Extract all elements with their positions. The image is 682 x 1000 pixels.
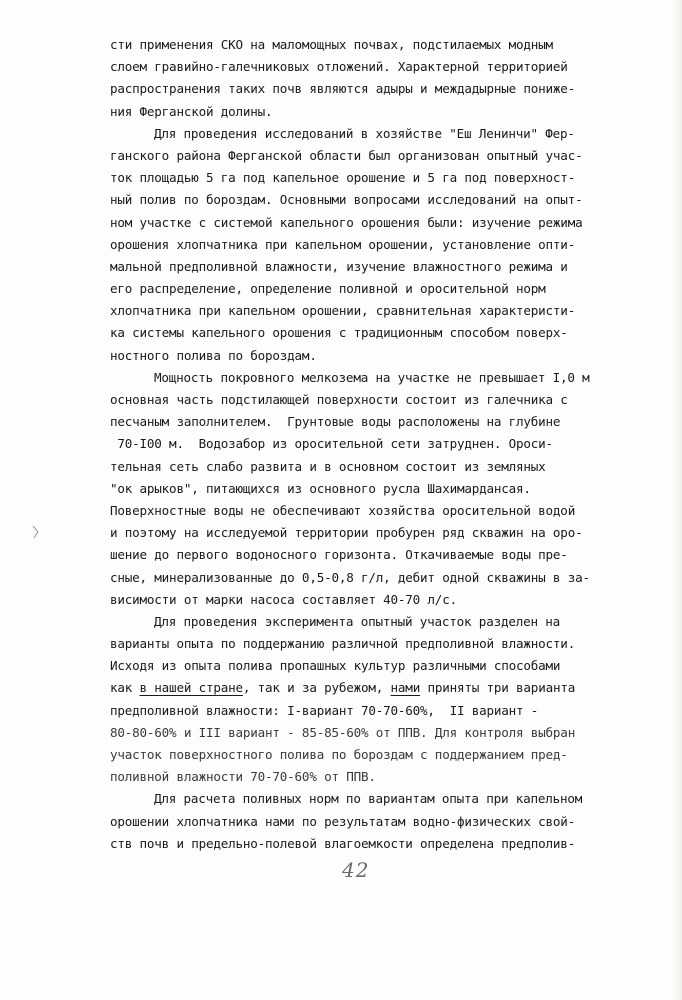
text-line: сти применения СКО на маломощных почвах, подстилаемых модным (110, 37, 553, 52)
text-line: 80-80-60% и III вариант - 85-85-60% от ППВ. Для контроля выбран (110, 724, 576, 740)
text-line: 70-I00 м. Водозабор из оросительной сети затруднен. Ороси- (110, 436, 553, 452)
text-line: Поверхностные воды не обеспечивают хозяйства оросительной водой (110, 502, 576, 518)
underlined-phrase: в нашей стране (139, 680, 243, 696)
text-line: ганского района Ферганской области был организован опытный учас- (110, 147, 583, 163)
text-line: ностного полива по бороздам. (110, 347, 317, 363)
text-line: ном участке с системой капельного орошения были: изучение режима (110, 214, 583, 230)
text-line: основная часть подстилающей поверхности состоит из галечника с (110, 392, 568, 407)
text-line: его распределение, определение поливной и оросительной норм (110, 281, 546, 297)
text-segment: приняты три варианта (420, 680, 576, 696)
text-line: песчаным заполнителем. Грунтовые воды расположены на глубине (110, 414, 561, 430)
text-segment: , так и за рубежом, (242, 680, 391, 696)
paragraph-start-line: Для расчета поливных норм по вариантам опыта при капельном (154, 791, 583, 807)
paragraph-start-line: Мощность покровного мелкозема на участке не превышает I,0 м (154, 369, 590, 385)
text-line: орошения хлопчатника при капельном орошении, установление опти- (110, 236, 576, 252)
text-line: участок поверхностного полива по бороздам с поддержанием пред- (110, 747, 568, 762)
text-line: сные, минерализованные до 0,5-0,8 г/л, дебит одной скважины в за- (110, 569, 590, 585)
text-line: тельная сеть слабо развита и в основном состоит из земляных (110, 458, 546, 474)
text-line: шение до первого водоносного горизонта. Откачиваемые воды пре- (110, 547, 568, 563)
text-line: висимости от марки насоса составляет 40-70 л/с. (110, 591, 457, 607)
text-line: "ок арыков", питающихся из основного русла Шахимардансая. (110, 480, 531, 496)
text-segment: как (110, 680, 140, 696)
margin-tick-mark (32, 525, 40, 539)
text-line: ка системы капельного орошения с традиционным способом поверх- (110, 325, 568, 341)
text-line: Исходя из опыта полива пропашных культур различными способами (110, 658, 561, 674)
text-line: ния Ферганской долины. (110, 103, 273, 119)
text-line: ток площадью 5 га под капельное орошение и 5 га под поверхност- (110, 170, 576, 186)
text-line: хлопчатника при капельном орошении, сравнительная характеристи- (110, 303, 576, 319)
text-line: предполивной влажности: I-вариант 70-70-60%, II вариант - (110, 702, 539, 718)
text-line: орошении хлопчатника нами по результатам водно-физических свой- (110, 813, 576, 829)
body-text (110, 34, 676, 855)
text-line-underlined (110, 677, 676, 699)
underlined-word: нами (390, 680, 421, 696)
text-line: варианты опыта по поддержанию различной предполивной влажности. (110, 636, 576, 652)
text-line: поливной влажности 70-70-60% от ППВ. (110, 769, 376, 785)
paragraph-start-line: Для проведения эксперимента опытный участок разделен на (154, 613, 561, 629)
text-line: слоем гравийно-галечниковых отложений. Характерной территорией (110, 59, 568, 75)
text-line: ный полив по бороздам. Основными вопросами исследований на опыт- (110, 192, 583, 208)
text-line: распространения таких почв являются адыры и междадырные пониже- (110, 81, 576, 97)
paragraph-start-line: Для проведения исследований в хозяйстве "Еш Ленинчи" Фер- (154, 125, 575, 141)
page-number: 42 (342, 858, 370, 882)
text-line: и поэтому на исследуемой территории пробурен ряд скважин на оро- (110, 525, 583, 541)
text-line: мальной предполивной влажности, изучение влажностного режима и (110, 258, 568, 274)
text-line: ств почв и предельно-полевой влагоемкости определена предполив- (110, 835, 576, 851)
